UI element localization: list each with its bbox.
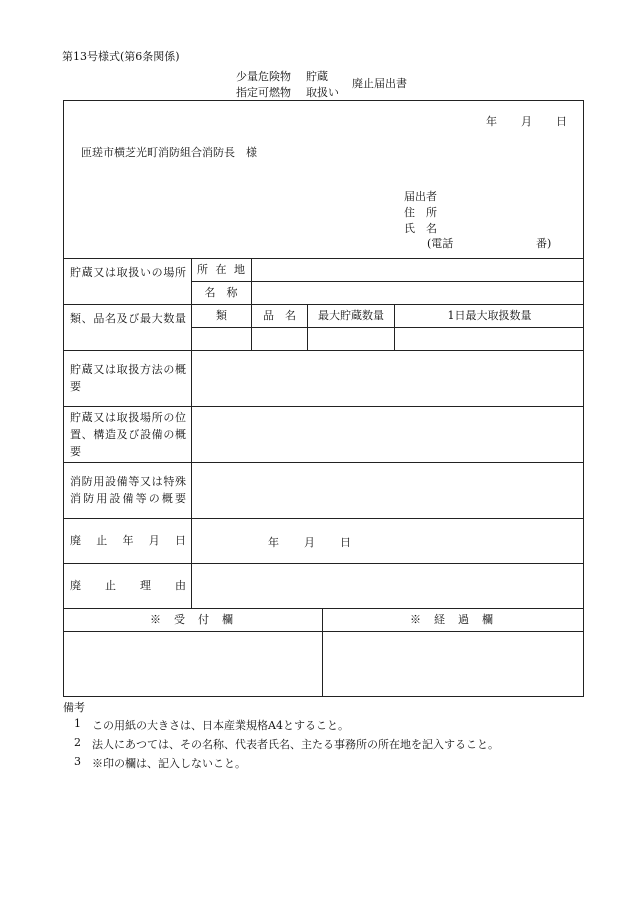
title-line1-b: 貯蔵 [306,70,328,83]
structure-label: 貯蔵又は取扱場所の位置、構造及び設備の概要 [70,411,186,458]
rule [63,304,584,305]
types-header-class: 類 [216,309,227,322]
abolish-date-day: 日 [340,536,351,549]
rule [63,258,584,259]
title-line2-b: 取扱い [306,86,339,99]
abolish-reason-label: 廃止理由 [70,579,186,592]
title-line2-a: 指定可燃物 [236,86,291,99]
rule [63,631,584,632]
location-sub-address: 所在地 [197,263,245,276]
types-header-max-storage: 最大貯蔵数量 [318,309,384,322]
rule [63,350,584,351]
rule [63,518,584,519]
rule [322,608,323,697]
rule [251,258,252,304]
abolish-date-year: 年 [268,536,279,549]
date-year: 年 [486,115,497,128]
note-3-text: ※印の欄は、記入しないこと。 [92,757,246,770]
note-3-number: 3 [74,755,81,768]
addressee: 匝瑳市横芝光町消防組合消防長 様 [81,146,257,159]
form-number: 第13号様式(第6条関係) [62,50,180,63]
method-label: 貯蔵又は取扱方法の概要 [70,363,186,393]
notes-title: 備考 [63,701,85,714]
date-month: 月 [521,115,532,128]
rule [191,281,584,282]
note-2-text: 法人にあつては、その名称、代表者氏名、主たる事務所の所在地を記入すること。 [92,738,499,751]
date-day: 日 [556,115,567,128]
reception-right-header: ※ 経 過 欄 [410,613,494,626]
applicant-name: 氏 名 [404,222,437,235]
note-1-text: この用紙の大きさは、日本産業規格A4とすること。 [92,719,349,732]
note-1-number: 1 [74,717,81,730]
abolish-date-month: 月 [304,536,315,549]
location-sub-name: 名 称 [204,286,238,299]
title-line1-a: 少量危険物 [236,70,291,83]
location-label: 貯蔵又は取扱いの場所 [70,266,186,279]
applicant-phone-open: (電話 [427,237,454,250]
rule [63,406,584,407]
types-header-item: 品 名 [263,309,296,322]
applicant-label: 届出者 [404,190,437,203]
reception-left-header: ※ 受 付 欄 [150,613,234,626]
types-label: 類、品名及び最大数量 [70,312,186,325]
title-right: 廃止届出書 [352,77,407,90]
applicant-phone-close: 番) [536,237,552,250]
rule [191,327,584,328]
rule [63,563,584,564]
fire-equipment-label: 消防用設備等又は特殊消防用設備等の概要 [70,475,186,505]
types-header-daily-max: 1日最大取扱数量 [447,309,532,322]
rule [63,608,584,609]
note-2-number: 2 [74,736,81,749]
abolish-date-label: 廃止年月日 [70,534,186,547]
rule [63,462,584,463]
applicant-address: 住 所 [404,206,437,219]
